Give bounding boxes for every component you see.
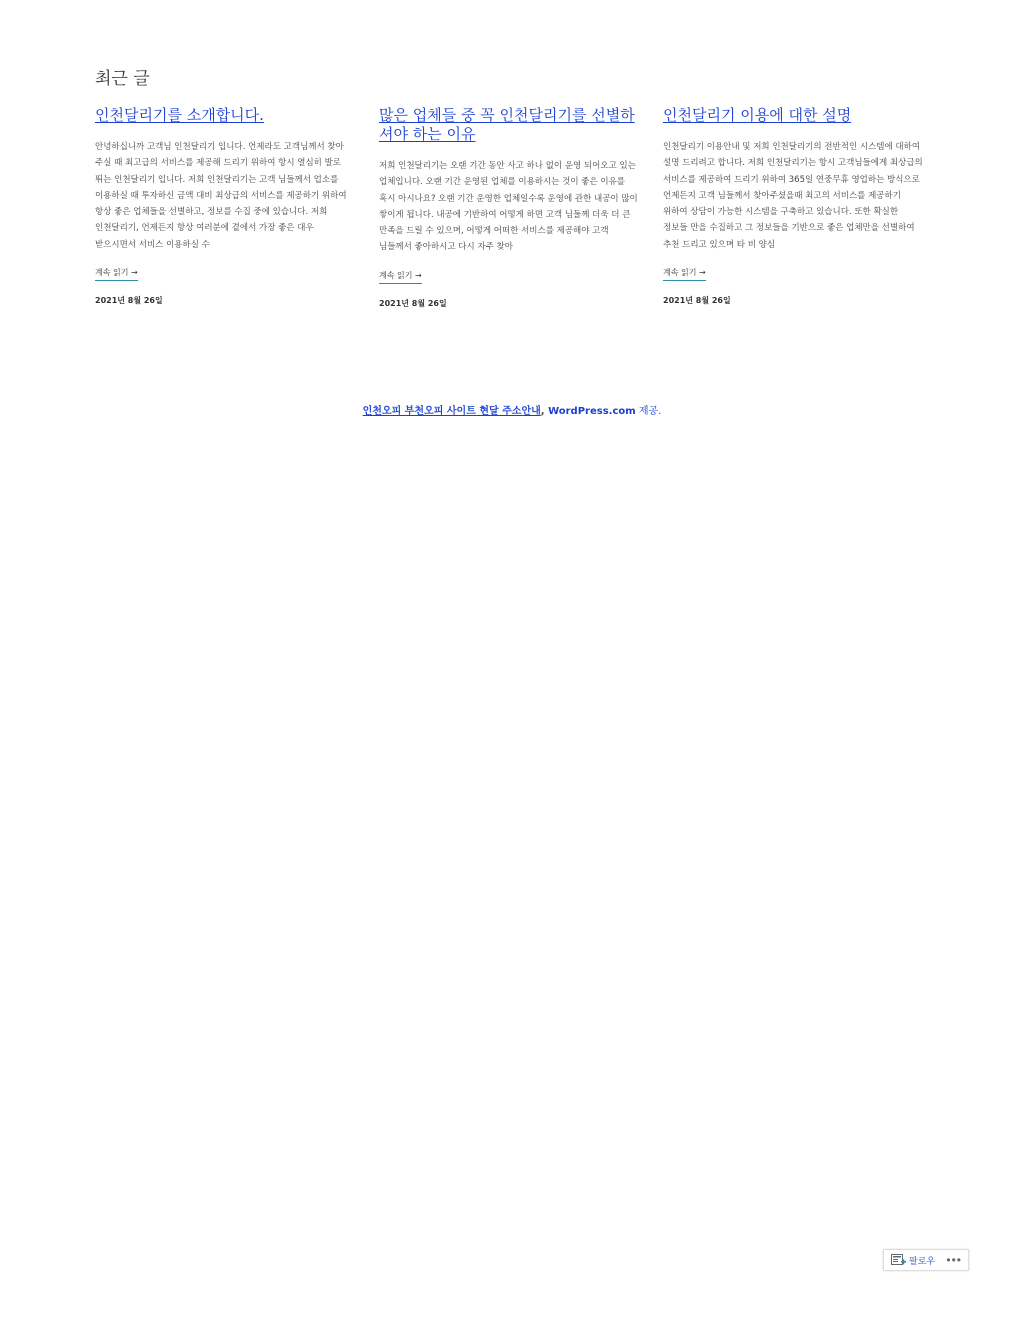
footer-suffix: 제공. — [635, 406, 662, 417]
footer-separator: , — [540, 406, 549, 417]
follow-label: 팔로우 — [909, 1255, 936, 1266]
post-item — [663, 106, 925, 306]
read-more-link[interactable]: 계속 읽기 → — [663, 267, 706, 281]
post-title-link[interactable]: 인천달리기를 소개합니다. — [95, 106, 264, 124]
follow-bar — [883, 1249, 969, 1271]
reader-follow-icon — [891, 1254, 906, 1266]
post-title-link[interactable]: 많은 업체들 중 꼭 인천달리기를 선별하셔야 하는 이유 — [379, 106, 635, 143]
post-date: 2021년 8월 26일 — [95, 296, 163, 306]
section-title: 최근 글 — [95, 69, 150, 89]
post-item — [95, 106, 357, 306]
read-more-link[interactable]: 계속 읽기 → — [95, 267, 138, 281]
site-footer — [0, 402, 1024, 417]
more-actions-button[interactable]: ••• — [946, 1253, 962, 1267]
post-title — [379, 106, 641, 144]
footer-site-link[interactable]: 인천오피 부천오피 사이트 현달 주소안내 — [362, 406, 541, 417]
follow-button[interactable] — [884, 1254, 935, 1267]
post-title-link[interactable]: 인천달리기 이용에 대한 설명 — [663, 106, 852, 124]
post-title — [95, 106, 357, 125]
post-title — [663, 106, 925, 125]
footer-wordpress-link[interactable]: WordPress.com — [548, 406, 636, 417]
post-excerpt: 안녕하십니까 고객님 인천달리기 입니다. 언제라도 고객님께서 찾아 주실 때 최고급의 서비스를 제공해 드리기 위하여 항시 열심히 발로 뛰는 인천달리기 입니다. 저희 인천달리기는 고객 님들께서 업소를 이용하실 때 투자하신 금액 대비 최상급의 서비스를 제공하기 위하여 항상 좋은 업체들을 선별하고, 정보를 수집 중에 있습니다. 저희 인천달리기, 언제든지 항상 여러분에 곁에서 가장 좋은 대우 받으시면서 서비스 이용하실 수 — [95, 142, 347, 250]
post-excerpt: 저희 인천달리기는 오랜 기간 동안 사고 하나 없이 운영 되어오고 있는 업체입니다. 오랜 기간 운영된 업체를 이용하시는 것이 좋은 이유를 혹시 아시나요? 오랜 기간 운영한 업체일수록 운영에 관한 내공이 많이 쌓이게 됩니다. 내공에 기반하여 어떻게 하면 고객 님들께 더욱 더 큰 만족을 드릴 수 있으며, 어떻게 어떠한 서비스를 제공해야 고객 님들께서 좋아하시고 다시 자주 찾아 — [379, 161, 638, 253]
post-item — [379, 106, 641, 309]
post-date: 2021년 8월 26일 — [379, 298, 447, 308]
post-date: 2021년 8월 26일 — [663, 296, 731, 306]
read-more-link[interactable]: 계속 읽기 → — [379, 270, 422, 284]
post-excerpt: 인천달리기 이용안내 및 저희 인천달리기의 전반적인 시스템에 대하여 설명 드리려고 합니다. 저희 인천달리기는 항시 고객님들에게 최상급의 서비스를 제공하여 드리기 위하여 365일 연중무휴 영업하는 방식으로 언제든지 고객 님들께서 찾아주셨을때 최고의 서비스를 제공하기 위하여 상담이 가능한 시스템을 구축하고 있습니다. 또한 확실한 정보들 만을 수집하고 그 정보들을 기반으로 좋은 업체만을 선별하여 추천 드리고 있으며 타 비 양심 — [663, 142, 923, 250]
